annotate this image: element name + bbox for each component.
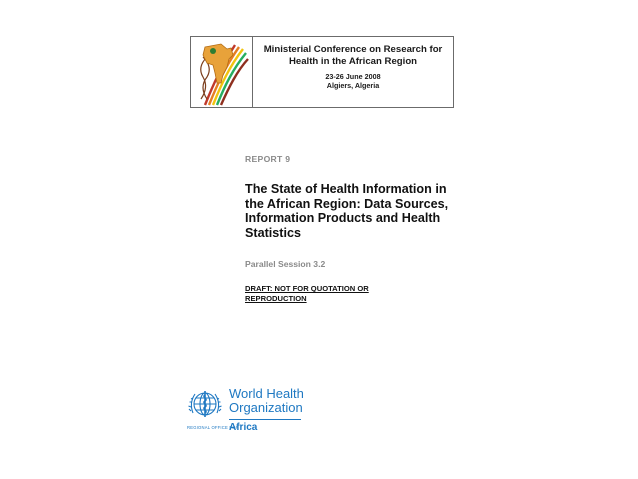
who-regional-office-label: REGIONAL OFFICE FOR	[187, 425, 239, 430]
conference-date: 23-26 June 2008	[325, 72, 381, 81]
conference-place: Algiers, Algeria	[326, 81, 380, 90]
who-divider	[229, 419, 301, 420]
session-label: Parallel Session 3.2	[245, 259, 326, 269]
who-region-label: Africa	[229, 422, 258, 433]
who-emblem-icon	[187, 389, 223, 428]
conference-header	[190, 36, 454, 108]
report-number: REPORT 9	[245, 154, 291, 164]
conference-title: Ministerial Conference on Research for Health in the African Region	[263, 44, 443, 67]
draft-notice: DRAFT: NOT FOR QUOTATION OR REPRODUCTION	[245, 284, 369, 303]
africa-map-logo-icon	[191, 37, 253, 107]
who-name-line1: World Health	[229, 386, 304, 401]
conference-header-text	[253, 37, 453, 107]
who-logo	[187, 387, 317, 447]
who-name-line2: Organization	[229, 400, 303, 415]
report-title: The State of Health Information in the African Region: Data Sources, Information Products and Health Statistics	[245, 182, 449, 240]
